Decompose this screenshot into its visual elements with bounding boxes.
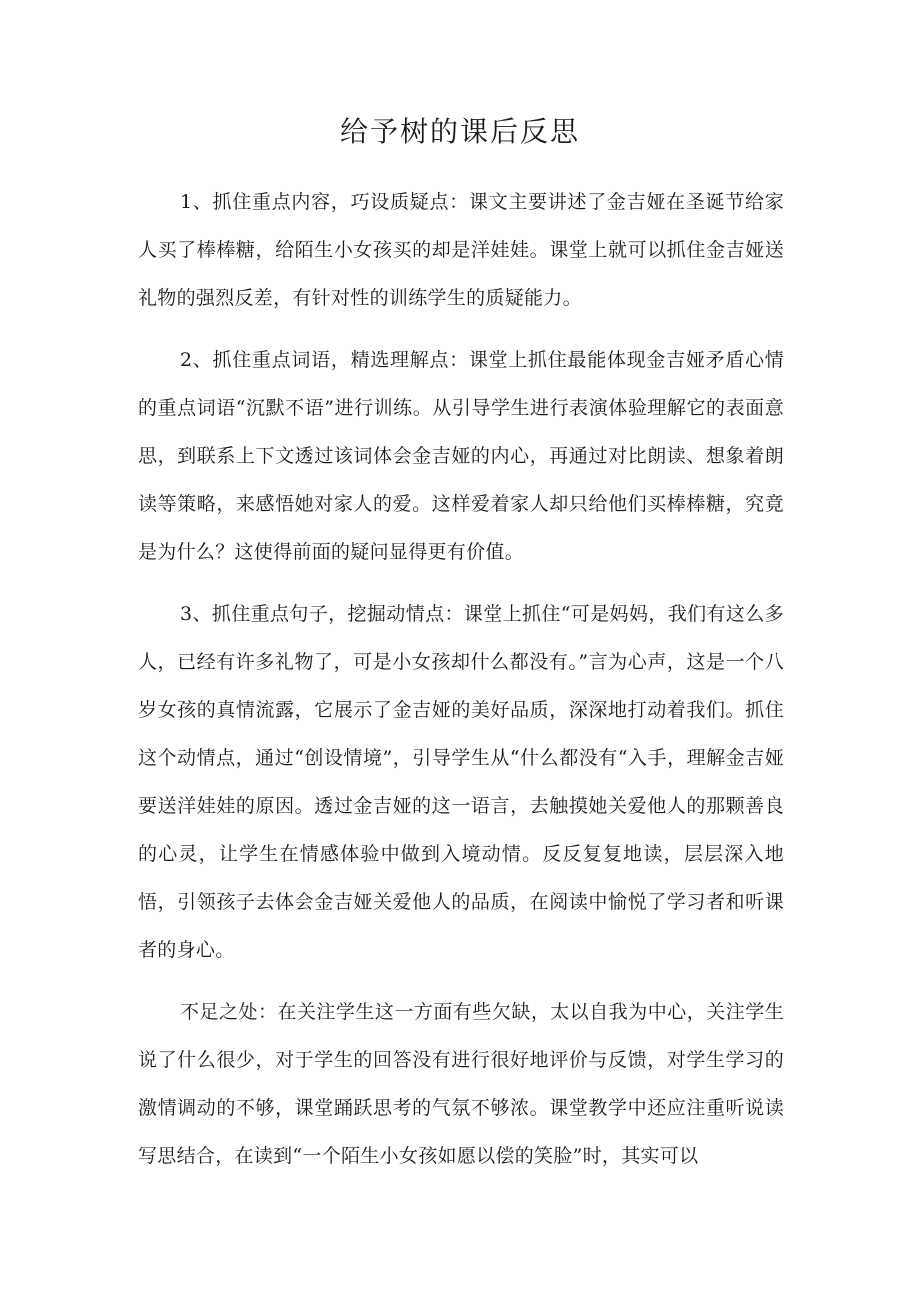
paragraph-4: 不足之处：在关注学生这一方面有些欠缺，太以自我为中心，关注学生说了什么很少，对于学生的回答没有进行很好地评价与反馈，对学生学习的激情调动的不够，课堂踊跃思考的气氛不够浓。课堂教学中还应注重听说读写思结合，在读到“一个陌生小女孩如愿以偿的笑脸”时，其实可以 [138, 1001, 784, 1167]
document-body [138, 178, 784, 1194]
paragraph-1: 1、抓住重点内容，巧设质疑点：课文主要讲述了金吉娅在圣诞节给家人买了棒棒糖，给陌生小女孩买的却是洋娃娃。课堂上就可以抓住金吉娅送礼物的强烈反差，有针对性的训练学生的质疑能力。 [138, 191, 784, 309]
paragraph-2: 2、抓住重点词语，精选理解点：课堂上抓住最能体现金吉娅矛盾心情的重点词语“沉默不语”进行训练。从引导学生进行表演体验理解它的表面意思，到联系上下文透过该词体会金吉娅的内心，再通过对比朗读、想象着朗读等策略，来感悟她对家人的爱。这样爱着家人却只给他们买棒棒糖，究竟是为什么？这使得前面的疑问显得更有价值。 [138, 349, 784, 563]
paragraph-3: 3、抓住重点句子，挖掘动情点：课堂上抓住“可是妈妈，我们有这么多人，已经有许多礼物了，可是小女孩却什么都没有。”言为心声，这是一个八岁女孩的真情流露，它展示了金吉娅的美好品质，深深地打动着我们。抓住这个动情点，通过“创设情境”，引导学生从“什么都没有“入手，理解金吉娅要送洋娃娃的原因。透过金吉娅的这一语言，去触摸她关爱他人的那颗善良的心灵，让学生在情感体验中做到入境动情。反反复复地读，层层深入地悟，引领孩子去体会金吉娅关爱他人的品质，在阅读中愉悦了学习者和听课者的身心。 [138, 603, 784, 961]
page-title: 给予树的课后反思 [339, 115, 580, 148]
